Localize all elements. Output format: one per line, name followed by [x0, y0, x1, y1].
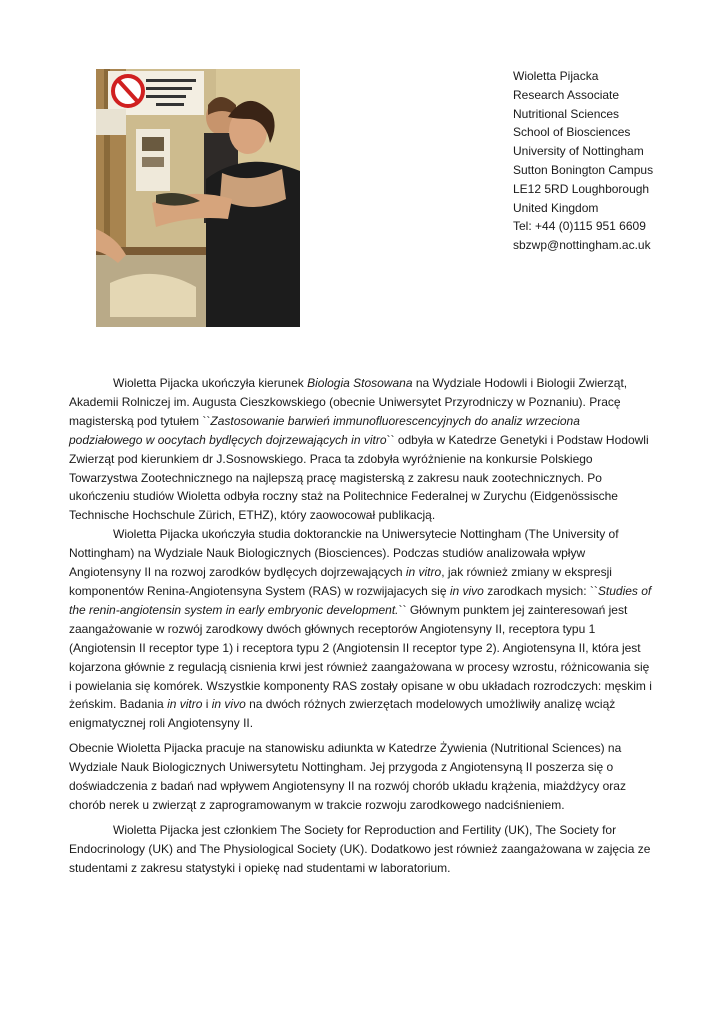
- paragraph-education: [69, 374, 653, 525]
- contact-university: University of Nottingham: [513, 144, 644, 159]
- text-run: i: [202, 697, 212, 712]
- paragraph-memberships: Wioletta Pijacka jest członkiem The Society for Reproduction and Fertility (UK), The Society for Endocrinology (UK) and The Physiological Society (UK). Dodatkowo jest również zaangażowana w zajęcia ze studentami z zakresu statystyki i opiekę nad studentami w laboratorium.: [69, 822, 651, 875]
- contact-school: School of Biosciences: [513, 125, 631, 140]
- text-run: zarodkach mysich: ``: [483, 583, 598, 598]
- contact-department: Nutritional Sciences: [513, 106, 620, 121]
- text-run-italic: in vitro: [167, 697, 203, 712]
- contact-country: United Kingdom: [513, 200, 599, 215]
- text-run: `` Głównym punktem jej zainteresowań jest zaangażowanie w rozwój zarodkowy dwóch głównych receptorów Angiotensyny II, receptora typu 1 (Angiotensin II receptor type 1) i receptora typu 2 (Angiotensin II receptor type 2). Angiotensyna II, która jest kojarzona głównie z regulacją cisnienia krwi jest również zaangażowana w procesy wzrostu, różnicowania się i powielania się komórek. Wszystkie komponenty RAS zostały opisane w obu układach rozrodczych: męskim i żeńskim. Badania: [69, 602, 652, 712]
- contact-postcode: LE12 5RD Loughborough: [513, 181, 650, 196]
- warning-sign: [108, 71, 204, 115]
- text-run: na dwóch różnych zwierzętach modelowych umożliwiły analizę wciąż enigmatycznej roli Angiotensyny II.: [69, 697, 616, 731]
- contact-email: sbzwp@nottingham.ac.uk: [513, 238, 651, 253]
- text-run: na Wydziale Hodowli i Biologii Zwierząt, Akademii Rolniczej im. Augusta Cieszkowskiego (obecnie Uniwersytet Przyrodniczy w Poznaniu). Pracę magisterską pod tytułem ``: [69, 376, 628, 428]
- thesis-title: Zastosowanie barwień immunofluorescencyjnych do analiz wrzeciona podziałowego w oocytach bydlęcych dojrzewających in vitro: [69, 413, 580, 447]
- text-run: `` odbyła w Katedrze Genetyki i Podstaw Hodowli Zwierząt pod kierunkiem dr J.Sosnowskiego. Praca ta zdobyła wyróżnienie na konkursie Polskiego Towarzystwa Zootechnicznego na najlepszą pracę magisterską z zakresu nauk zootechnicznych. Po ukończeniu studiów Wioletta odbyła roczny staż na Politechnice Federalnej w Zurychu (Eidgenössische Technische Hochschule Zürich, ETHZ), który zaowocował publikacją.: [69, 432, 649, 523]
- text-run-italic: in vivo: [211, 697, 246, 712]
- contact-block: [513, 67, 653, 255]
- text-run-italic: in vivo: [449, 583, 484, 598]
- contact-campus: Sutton Bonington Campus: [513, 162, 654, 177]
- contact-phone: Tel: +44 (0)115 951 6609: [513, 219, 646, 234]
- text-run-italic: in vitro: [405, 565, 442, 580]
- contact-position: Research Associate: [513, 87, 620, 102]
- profile-photo: [96, 69, 300, 327]
- text-run: Wioletta Pijacka ukończyła studia doktoranckie na Uniwersytecie Nottingham (The University of Nottingham) na Wydziale Nauk Biologicznych (Biosciences). Podczas studiów analizowała wpływ Angiotensyny II na rozwoj zarodków bydlęcych dojrzewających: [69, 527, 619, 580]
- paragraph-phd: [69, 525, 653, 733]
- biography: [69, 374, 653, 878]
- text-run: Wioletta Pijacka ukończyła kierunek: [113, 376, 308, 390]
- paragraph-current-position: Obecnie Wioletta Pijacka pracuje na stanowisku adiunkta w Katedrze Żywienia (Nutritional Sciences) na Wydziale Nauk Biologicznych Uniwersytetu Nottingham. Jej przygoda z Angiotensyną II poszerza się o doświadczenia z badań nad wpływem Angiotensyny II na rozwój chorób układu krążenia, miażdżycy oraz chorób nerek u zwierząt z zaprogramowanym w trakcie rozwoju zarodkowego nadciśnieniem.: [69, 741, 626, 812]
- contact-name: Wioletta Pijacka: [513, 69, 599, 83]
- text-run: , jak również zmiany w ekspresji komponentów Renina-Angiotensyna System (RAS) w rozwijajacych się: [69, 565, 612, 598]
- phd-thesis-title: Studies of the renin-angiotensin system in early embryonic development.: [69, 583, 652, 617]
- text-run-italic: Biologia Stosowana: [307, 376, 413, 390]
